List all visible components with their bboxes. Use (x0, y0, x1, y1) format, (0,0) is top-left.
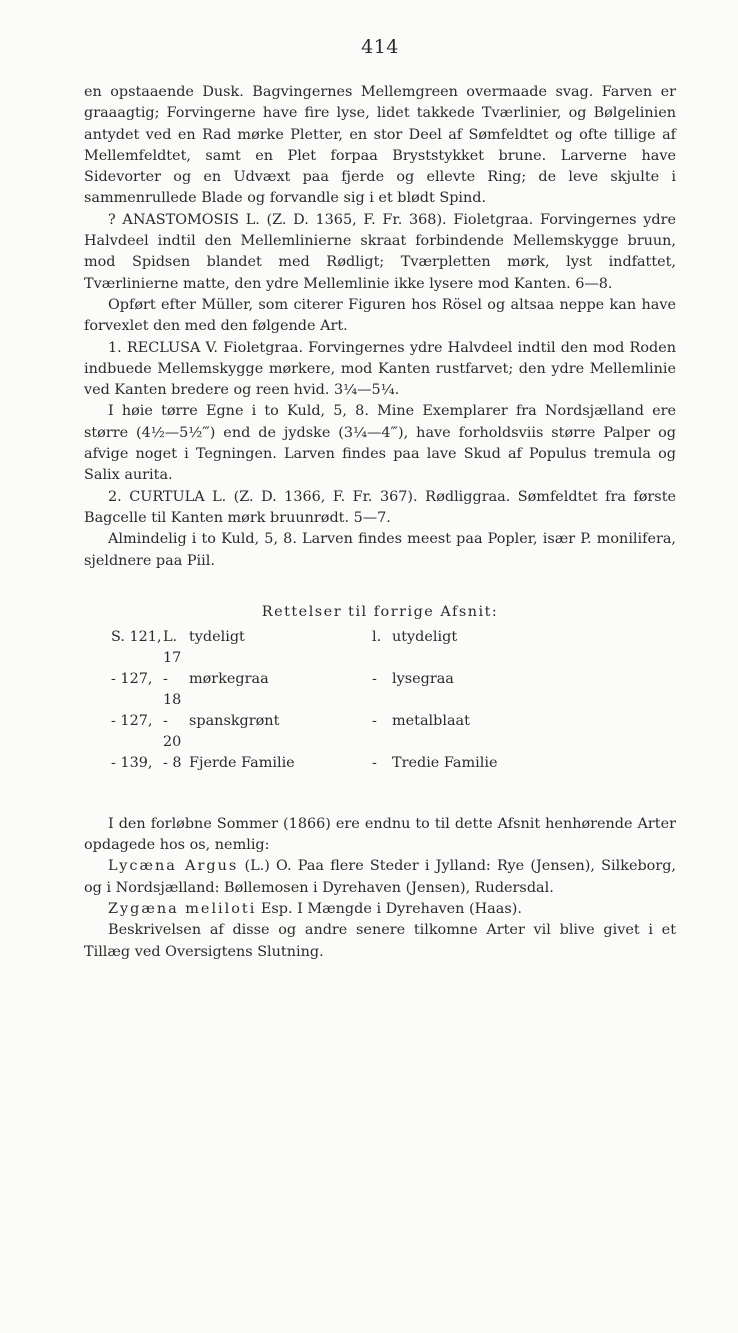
paragraph-dusk: en opstaaende Dusk. Bagvingernes Mellemgreen overmaade svag. Farven er graaagtig; Forvingerne have fire lyse, lidet takkede Tværlinier, og Bølgelinien antydet ved en Rad mørke Pletter, en stor Deel af Sømfeldtet og ofte tillige af Mellemfeldtet, samt en Plet forpaa Bryststykket brune. Larverne have Sidevorter og en Udvæxt paa fjerde og ellevte Ring; de leve skjulte i sammenrullede Blade og forvandle sig i et blødt Spind. (84, 84, 676, 207)
paragraph-muller-note: Opført efter Müller, som citerer Figuren hos Rösel og altsaa neppe kan have forvexlet den med den følgende Art. (84, 296, 676, 335)
corr-page: - 127, (111, 712, 153, 729)
paragraph-reclusa-notes: I høie tørre Egne i to Kuld, 5, 8. Mine Exemplarer fra Nordsjælland ere større (4½—5½‴) end de jydske (3¼—4‴), have forholdsviis større Palper og afvige noget i Tegningen. Larven findes paa lave Skud af Populus tremula og Salix aurita. (84, 403, 676, 484)
corr-right: lysegraa (392, 670, 454, 687)
species-name: Zygæna meliloti (108, 901, 257, 918)
corr-sep: l. (372, 628, 382, 645)
paragraph-new-species-intro: I den forløbne Sommer (1866) ere endnu to til dette Afsnit henhørende Arter opdagede hos os, nemlig: (84, 815, 676, 854)
document-page (84, 36, 676, 963)
corr-sep: - (372, 670, 377, 687)
corr-wrong: mørkegraa (189, 670, 269, 687)
corr-line: - 8 (163, 754, 182, 771)
species-details: (L.) O. Paa flere Steder i Jylland: Rye (Jensen), Silkeborg, og i Nordsjælland: Bøllemosen i Dyrehaven (Jensen), Rudersdal. (84, 858, 677, 896)
corr-sep: - (372, 754, 377, 771)
corr-line: - 20 (163, 712, 182, 750)
species-name: Lycæna Argus (108, 858, 239, 875)
corr-right: Tredie Familie (392, 754, 498, 771)
corrections-table (111, 627, 497, 774)
paragraph-zygaena-meliloti (84, 899, 676, 920)
paragraph-lycaena-argus (84, 856, 676, 899)
page-number: 414 (361, 36, 399, 58)
corr-page: S. 121, (111, 628, 162, 645)
paragraph-curtula: 2. CURTULA L. (Z. D. 1366, F. Fr. 367). Rødliggraa. Sømfeldtet fra første Bagcelle til Kanten mørk bruunrødt. 5—7. (84, 488, 676, 526)
corr-wrong: Fjerde Familie (189, 754, 295, 771)
corr-page: - 127, (111, 670, 153, 687)
paragraph-reclusa: 1. RECLUSA V. Fioletgraa. Forvingernes ydre Halvdeel indtil den mod Roden indbuede Mellemskygge mørkere, mod Kanten rustfarvet; den ydre Mellemlinie ved Kanten bredere og reen hvid. 3¼—5¼. (84, 339, 676, 399)
table-row (111, 669, 497, 711)
corr-right: utydeligt (392, 628, 458, 645)
corr-right: metalblaat (392, 712, 470, 729)
corr-sep: - (372, 712, 377, 729)
corr-line: - 18 (163, 670, 182, 708)
paragraph-curtula-notes: Almindelig i to Kuld, 5, 8. Larven findes meest paa Popler, især P. monilifera, sjeldnere paa Piil. (84, 531, 676, 569)
corr-page: - 139, (111, 754, 153, 771)
corr-wrong: spanskgrønt (189, 712, 280, 729)
table-row (111, 753, 497, 774)
corr-wrong: tydeligt (189, 628, 245, 645)
species-details: Esp. I Mængde i Dyrehaven (Haas). (256, 901, 522, 918)
table-row (111, 627, 497, 669)
paragraph-anastomosis: ? ANASTOMOSIS L. (Z. D. 1365, F. Fr. 368). Fioletgraa. Forvingernes ydre Halvdeel indtil den Mellemlinierne skraat forbindende Mellemskygge bruun, mod Spidsen blandet med Rødligt; Tværpletten mørk, lyst indfattet, Tværlinierne matte, den ydre Mellemlinie ikke lysere mod Kanten. 6—8. (84, 211, 676, 292)
corrections-heading: Rettelser til forrige Afsnit: (261, 603, 499, 620)
paragraph-closing-note: Beskrivelsen af disse og andre senere tilkomne Arter vil blive givet i et Tillæg ved Oversigtens Slutning. (84, 922, 676, 960)
corr-line: L. 17 (163, 628, 182, 666)
table-row (111, 711, 497, 753)
